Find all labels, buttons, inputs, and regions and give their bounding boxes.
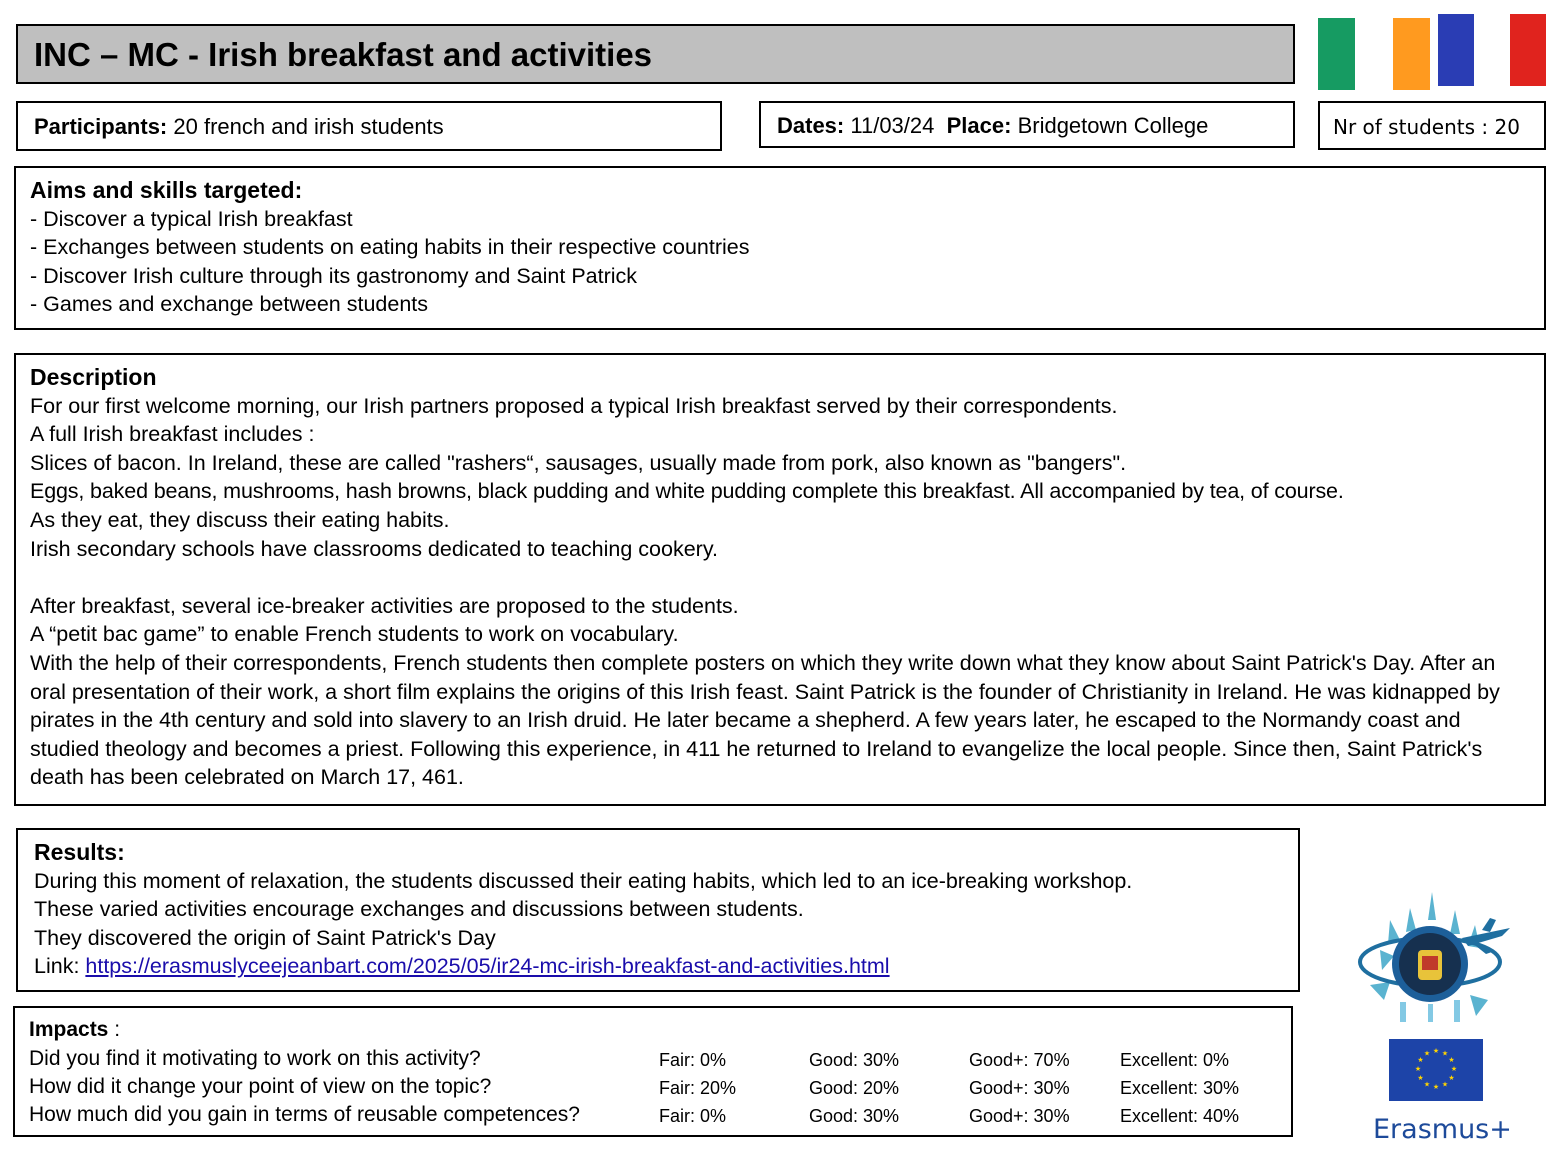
svg-text:★: ★	[1423, 1049, 1431, 1058]
place-value: Bridgetown College	[1017, 113, 1209, 138]
svg-text:★: ★	[1432, 1047, 1440, 1055]
place-label: Place:	[946, 113, 1012, 138]
impact-excellent: Excellent: 30%	[1120, 1078, 1240, 1098]
impact-fair: Fair: 0%	[659, 1050, 727, 1070]
results-section	[16, 828, 1300, 992]
impact-fair: Fair: 0%	[659, 1106, 727, 1126]
results-link-row	[34, 952, 1284, 981]
impacts-section	[13, 1006, 1293, 1137]
svg-text:★: ★	[1423, 1080, 1431, 1089]
svg-text:★: ★	[1441, 1080, 1449, 1089]
results-line: These varied activities encourage exchanges and discussions between students.	[34, 897, 804, 922]
page-title: INC – MC - Irish breakfast and activities	[34, 36, 653, 73]
impact-goodplus: Good+: 30%	[969, 1078, 1070, 1098]
nr-students-box	[1318, 101, 1546, 150]
school-globe-logo-icon	[1350, 890, 1515, 1025]
description-line: A full Irish breakfast includes :	[30, 422, 315, 447]
description-line: As they eat, they discuss their eating habits.	[30, 507, 450, 532]
nr-students-text: Nr of students : 20	[1333, 115, 1520, 139]
description-line: A “petit bac game” to enable French students to work on vocabulary.	[30, 622, 679, 647]
svg-text:★: ★	[1448, 1074, 1455, 1082]
results-link-label: Link:	[34, 954, 86, 979]
dates-place-box	[759, 101, 1295, 148]
impact-excellent: Excellent: 40%	[1120, 1106, 1240, 1126]
impact-goodplus: Good+: 70%	[969, 1050, 1070, 1070]
aims-item: - Games and exchange between students	[30, 292, 429, 317]
description-line: After breakfast, several ice-breaker activities are proposed to the students.	[30, 593, 739, 618]
description-section	[14, 353, 1546, 806]
participants-value: 20 french and irish students	[173, 114, 444, 139]
description-line: For our first welcome morning, our Irish partners proposed a typical Irish breakfast served by their correspondents.	[30, 393, 1118, 418]
title-bar	[16, 24, 1295, 84]
eu-flag-icon	[1389, 1039, 1483, 1101]
impacts-heading: Impacts	[29, 1018, 109, 1041]
participants-box	[16, 101, 722, 151]
results-line: They discovered the origin of Saint Patrick's Day	[34, 925, 496, 950]
svg-text:★: ★	[1441, 1049, 1449, 1058]
dates-label: Dates:	[777, 113, 845, 138]
aims-item: - Discover Irish culture through its gastronomy and Saint Patrick	[30, 263, 638, 288]
aims-section	[14, 166, 1546, 330]
impact-good: Good: 30%	[809, 1106, 900, 1126]
impacts-colon: :	[108, 1018, 121, 1041]
impact-question: Did you find it motivating to work on this activity?	[29, 1047, 481, 1070]
description-line: Eggs, baked beans, mushrooms, hash browns, black pudding and white pudding complete this breakfast. All accompanied by tea, of course.	[30, 479, 1344, 504]
ireland-flag-icon	[1318, 18, 1430, 90]
description-paragraph: With the help of their correspondents, French students then complete posters on which they write down what they know about Saint Patrick's Day. After an oral presentation of their work, a short film explains the origins of this Irish feast. Saint Patrick is the founder of Christianity in Ireland. He was kidnapped by pirates in the 4th century and sold into slavery to an Irish druid. He later became a shepherd. A few years later, he escaped to the Normandy coast and studied theology and becomes a priest. Following this experience, in 411 he returned to Ireland to evangelize the local people. Since then, Saint Patrick's death has been celebrated on March 17, 461.	[30, 650, 1500, 790]
aims-heading: Aims and skills targeted:	[30, 177, 303, 203]
participants-label: Participants:	[34, 114, 168, 139]
svg-text:★: ★	[1417, 1056, 1424, 1064]
results-heading: Results:	[34, 839, 125, 865]
france-flag-icon	[1438, 14, 1546, 86]
results-line: During this moment of relaxation, the students discussed their eating habits, which led to an ice-breaking workshop.	[34, 868, 1133, 893]
erasmus-plus-logo-text: Erasmus+	[1373, 1114, 1512, 1145]
svg-text:★: ★	[1450, 1065, 1458, 1073]
dates-value: 11/03/24	[850, 113, 935, 138]
impact-good: Good: 20%	[809, 1078, 900, 1098]
impact-fair: Fair: 20%	[659, 1078, 737, 1098]
impact-question: How much did you gain in terms of reusable competences?	[29, 1103, 580, 1126]
description-line: Irish secondary schools have classrooms dedicated to teaching cookery.	[30, 536, 718, 561]
results-link[interactable]: https://erasmuslyceejeanbart.com/2025/05/ir24-mc-irish-breakfast-and-activities.html	[85, 954, 890, 979]
svg-text:★: ★	[1432, 1083, 1440, 1091]
impact-excellent: Excellent: 0%	[1120, 1050, 1230, 1070]
description-line: Slices of bacon. In Ireland, these are called "rashers“, sausages, usually made from pork, also known as "bangers".	[30, 450, 1127, 475]
impact-good: Good: 30%	[809, 1050, 900, 1070]
aims-item: - Discover a typical Irish breakfast	[30, 206, 353, 231]
svg-text:★: ★	[1448, 1056, 1455, 1064]
svg-text:★: ★	[1417, 1074, 1424, 1082]
description-heading: Description	[30, 364, 157, 390]
impact-goodplus: Good+: 30%	[969, 1106, 1070, 1126]
svg-text:★: ★	[1414, 1065, 1422, 1073]
impact-question: How did it change your point of view on the topic?	[29, 1075, 492, 1098]
aims-item: - Exchanges between students on eating habits in their respective countries	[30, 235, 750, 260]
